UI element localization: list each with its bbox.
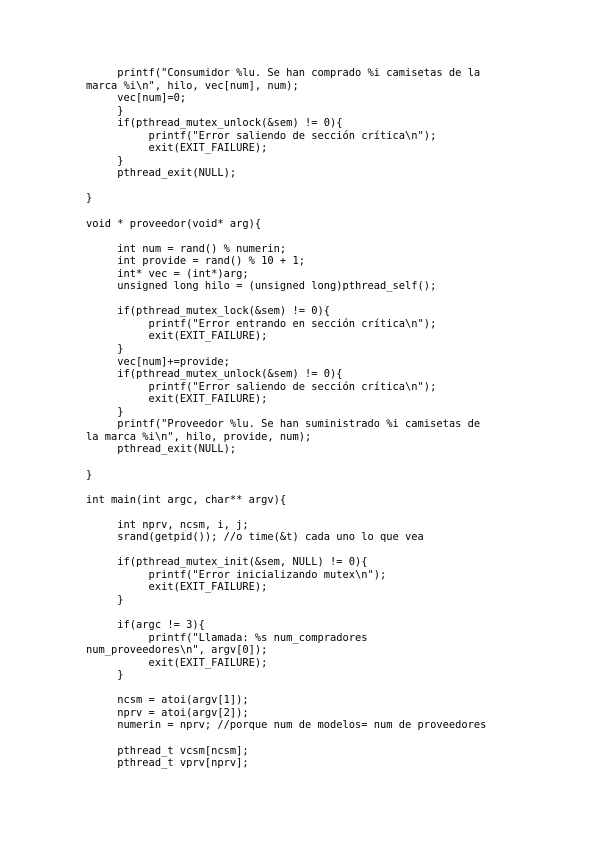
code-line bbox=[0, 230, 486, 243]
code-line bbox=[0, 456, 486, 469]
code-line: srand(getpid()); //o time(&t) cada uno lo que vea bbox=[86, 531, 424, 544]
code-line: int nprv, ncsm, i, j; bbox=[86, 518, 249, 531]
code-line bbox=[0, 205, 486, 218]
code-line: pthread_t vcsm[ncsm]; bbox=[86, 744, 249, 757]
code-line: printf("Error saliendo de sección crítica\n"); bbox=[86, 129, 437, 142]
code-line: vec[num]+=provide; bbox=[86, 355, 230, 368]
code-line: int main(int argc, char** argv){ bbox=[86, 493, 287, 506]
code-line: } bbox=[86, 192, 93, 205]
code-line bbox=[0, 506, 486, 519]
code-line bbox=[0, 732, 486, 745]
code-line: if(pthread_mutex_unlock(&sem) != 0){ bbox=[86, 368, 343, 381]
code-listing bbox=[0, 67, 486, 770]
code-line: exit(EXIT_FAILURE); bbox=[86, 330, 268, 343]
code-line: void * proveedor(void* arg){ bbox=[86, 217, 262, 230]
code-line: if(pthread_mutex_lock(&sem) != 0){ bbox=[86, 305, 330, 318]
code-line bbox=[0, 607, 486, 620]
code-line: exit(EXIT_FAILURE); bbox=[86, 393, 268, 406]
code-line: if(pthread_mutex_init(&sem, NULL) != 0){ bbox=[86, 556, 368, 569]
code-line: num_proveedores\n", argv[0]); bbox=[86, 644, 268, 657]
code-line: la marca %i\n", hilo, provide, num); bbox=[86, 430, 312, 443]
code-line: exit(EXIT_FAILURE); bbox=[86, 581, 268, 594]
code-line: int num = rand() % numerin; bbox=[86, 242, 287, 255]
code-line: } bbox=[86, 468, 93, 481]
code-line: } bbox=[86, 405, 124, 418]
code-line: nprv = atoi(argv[2]); bbox=[86, 706, 249, 719]
code-line: int provide = rand() % 10 + 1; bbox=[86, 255, 305, 268]
code-line bbox=[0, 544, 486, 557]
code-line: } bbox=[86, 669, 124, 682]
code-line: exit(EXIT_FAILURE); bbox=[86, 142, 268, 155]
code-line: printf("Llamada: %s num_compradores bbox=[86, 631, 368, 644]
code-line: marca %i\n", hilo, vec[num], num); bbox=[86, 79, 299, 92]
code-line: int* vec = (int*)arg; bbox=[86, 267, 249, 280]
code-line: pthread_exit(NULL); bbox=[86, 167, 237, 180]
code-line bbox=[0, 293, 486, 306]
code-line: printf("Error entrando en sección crítica\n"); bbox=[86, 317, 437, 330]
code-line: printf("Error saliendo de sección crítica\n"); bbox=[86, 380, 437, 393]
code-line: } bbox=[86, 593, 124, 606]
code-line: printf("Consumidor %lu. Se han comprado %i camisetas de la bbox=[86, 67, 481, 79]
code-line: vec[num]=0; bbox=[86, 92, 187, 105]
code-line: pthread_exit(NULL); bbox=[86, 443, 237, 456]
code-line: } bbox=[86, 343, 124, 356]
code-line: if(argc != 3){ bbox=[86, 619, 205, 632]
code-line: pthread_t vprv[nprv]; bbox=[86, 757, 249, 770]
code-line: printf("Error inicializando mutex\n"); bbox=[86, 568, 387, 581]
code-line: if(pthread_mutex_unlock(&sem) != 0){ bbox=[86, 117, 343, 130]
code-line: } bbox=[86, 154, 124, 167]
code-line: exit(EXIT_FAILURE); bbox=[86, 656, 268, 669]
code-line: ncsm = atoi(argv[1]); bbox=[86, 694, 249, 707]
code-line: printf("Proveedor %lu. Se han suministrado %i camisetas de bbox=[86, 418, 481, 431]
code-line bbox=[0, 682, 486, 695]
code-line: } bbox=[86, 104, 124, 117]
code-line bbox=[0, 481, 486, 494]
code-line: numerin = nprv; //porque num de modelos= num de proveedores bbox=[86, 719, 487, 732]
code-line bbox=[0, 180, 486, 193]
code-line: unsigned long hilo = (unsigned long)pthread_self(); bbox=[86, 280, 437, 293]
